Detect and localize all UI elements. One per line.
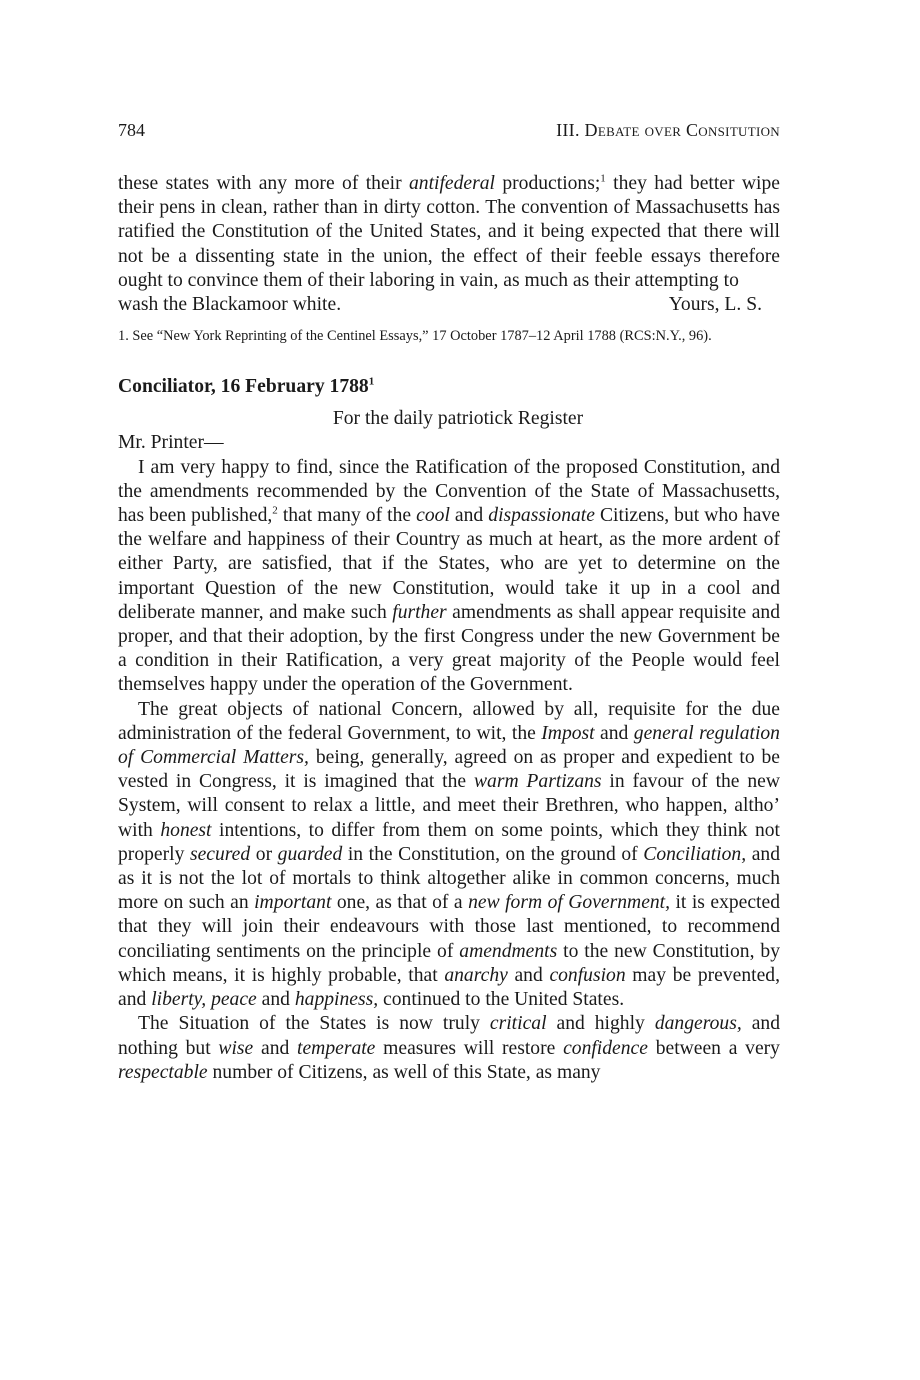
paragraph xyxy=(118,698,780,1013)
text-run: Citizens, but who have the welfare and happiness of their Country as much at heart, as the more ardent of either Party, are satisfied, that if the States, who are yet to determine on the important Question of the new Constitution, would take it up in a cool and deliberate manner, and make such xyxy=(118,505,780,623)
salutation: Mr. Printer— xyxy=(118,432,224,454)
text-run: one, as that of a xyxy=(331,892,469,914)
text-run: and xyxy=(449,505,489,527)
italic-run: guarded xyxy=(277,843,343,865)
text-run: that many of the xyxy=(277,505,417,527)
article-body xyxy=(118,456,780,1085)
italic-run: amendments xyxy=(459,940,558,962)
italic-run: secured xyxy=(189,843,251,865)
document-page xyxy=(118,120,780,1085)
text-run: and as it is not the lot of mortals to think altogether alike in common concerns, much more on such an xyxy=(118,843,780,914)
page-number: 784 xyxy=(118,120,145,140)
text-run: I am very happy to find, since the Ratification of the proposed Constitution, and the amendments recommended by the Convention of the State of Massachusetts, has been published, xyxy=(118,456,780,527)
text-run: they had better wipe their pens in clean, rather than in dirty cotton. The convention of Massachusetts has ratified the Constitution of the United States, and it being expected that there will not be a dissenting state in the union, the effect of their feeble essays therefore ought to convince them of their laboring in vain, as much as their attempting to xyxy=(118,173,780,291)
text-run: being, generally, agreed on as proper and expedient to be vested in Congress, it is imagined that the xyxy=(118,747,781,793)
italic-run: general regulation of Commercial Matters, xyxy=(118,722,780,769)
text-run: between a very xyxy=(647,1037,780,1059)
italic-run: anarchy xyxy=(444,964,508,986)
text-run: in the Constitution, on the ground of xyxy=(342,843,644,865)
italic-run: new form of Government, xyxy=(468,892,671,914)
text-run: number of Citizens, as well of this State, as many xyxy=(207,1061,601,1083)
italic-run: temperate xyxy=(297,1037,376,1059)
text-run: to the new Constitution, by which means, it is highly probable, that xyxy=(118,940,780,986)
text-run: continued to the United States. xyxy=(378,989,625,1011)
text-run: or xyxy=(250,843,278,865)
article-heading xyxy=(118,375,780,399)
italic-run: important xyxy=(254,892,332,914)
dateline: For the daily patriotick Register xyxy=(332,408,584,430)
italic-run: dangerous, xyxy=(654,1013,742,1035)
text-run: wash the Blackamoor white. xyxy=(118,294,342,316)
italic-run: cool xyxy=(416,505,450,527)
text-run: measures will restore xyxy=(375,1037,564,1059)
footnote-ref: 1 xyxy=(600,172,606,185)
text-run: and xyxy=(594,722,634,744)
text-run: and highly xyxy=(546,1013,655,1035)
text-run: The great objects of national Concern, allowed by all, requisite for the due administration of the federal Government, to wit, the xyxy=(118,698,780,744)
text-run: may be prevented, and xyxy=(118,964,780,1011)
text-run: in favour of the new System, will consent to relax a little, and meet their Brethren, who happen, altho’ with xyxy=(118,771,780,841)
running-title: III. Debate over Consitution xyxy=(556,120,780,140)
italic-run: antifederal xyxy=(408,173,495,194)
italic-run: honest xyxy=(160,819,212,841)
italic-run: dispassionate xyxy=(488,505,595,527)
text-run: and xyxy=(507,964,550,986)
text-run: and xyxy=(256,989,295,1011)
text-run: The Situation of the States is now truly xyxy=(138,1013,490,1035)
italic-run: critical xyxy=(489,1013,547,1035)
running-header xyxy=(118,120,780,150)
text-run: intentions, to differ from them on some points, which they think not properly xyxy=(118,819,780,865)
paragraph xyxy=(118,1012,780,1085)
italic-run: warm Partizans xyxy=(473,771,602,793)
text-run: amendments as shall appear requisite and proper, and that their adoption, by the first Congress under the new Government be a condition in their Ratification, a very great majority of the People would feel themselves happy under the operation of the Government. xyxy=(118,601,781,696)
heading-text: Conciliator, 16 February 1788 xyxy=(118,376,369,398)
text-run: these states with any more of their xyxy=(118,173,409,194)
text-run: and nothing but xyxy=(118,1013,780,1059)
italic-run: Impost xyxy=(541,722,595,744)
footnote-ref: 2 xyxy=(272,504,278,517)
footnote: 1. See “New York Reprinting of the Centinel Essays,” 17 October 1787–12 April 1788 (RCS:N.Y., 96). xyxy=(118,328,712,345)
italic-run: further xyxy=(392,601,447,623)
closing-line xyxy=(118,293,780,317)
text-run: it is expected that they will join their endeavours with those last mentioned, to recommend conciliating sentiments on the principle of xyxy=(118,892,780,962)
italic-run: happiness, xyxy=(294,989,379,1011)
italic-run: wise xyxy=(218,1037,254,1059)
paragraph xyxy=(118,456,780,698)
footnote-ref: 1 xyxy=(368,375,375,388)
italic-run: confidence xyxy=(563,1037,648,1059)
text-run: productions; xyxy=(494,173,601,194)
italic-run: respectable xyxy=(118,1061,208,1083)
italic-run: confusion xyxy=(549,964,626,986)
text-run: and xyxy=(253,1037,298,1059)
italic-run: Conciliation, xyxy=(643,843,747,865)
signature: Yours, L. S. xyxy=(668,294,762,316)
opening-paragraph xyxy=(118,172,780,317)
italic-run: liberty, peace xyxy=(151,989,257,1011)
